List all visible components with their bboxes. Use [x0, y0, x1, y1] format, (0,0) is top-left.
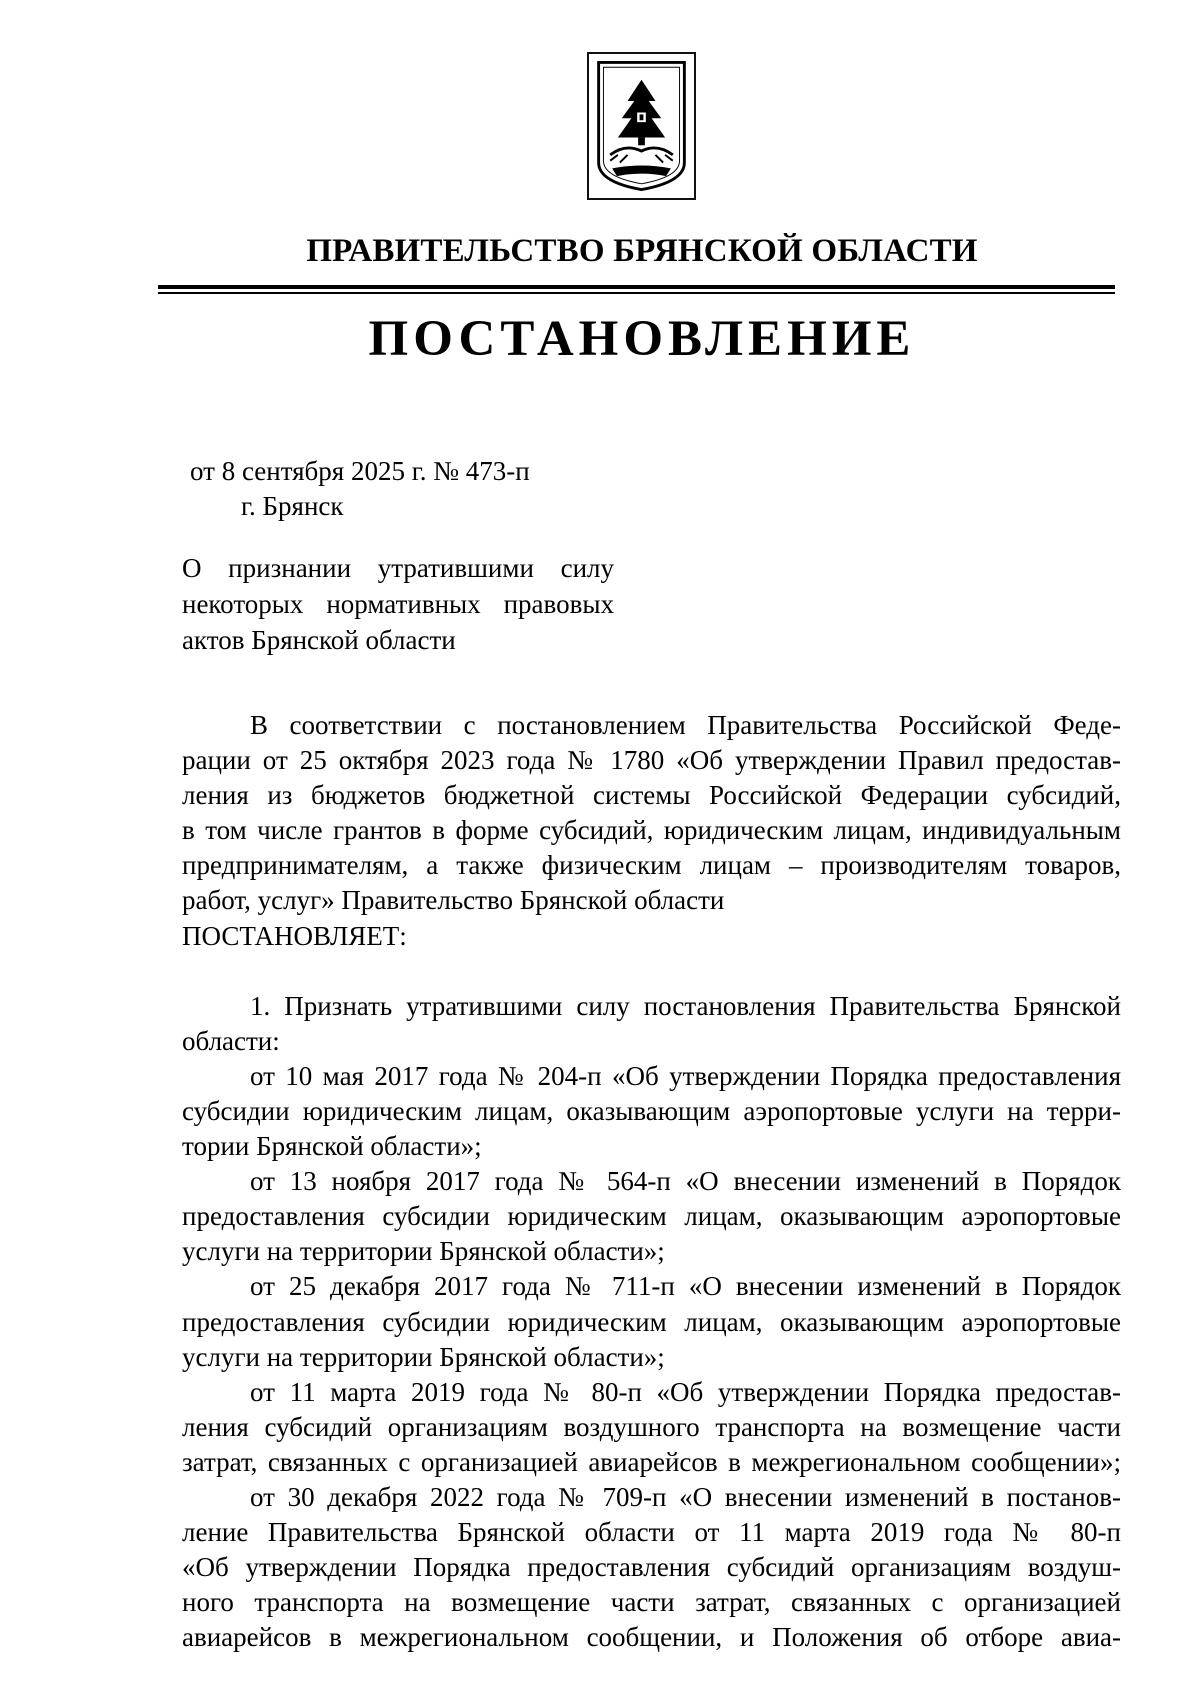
header-rule-thin	[158, 292, 1115, 294]
document-type-title: ПОСТАНОВЛЕНИЕ	[368, 311, 916, 367]
subject-line: О признании утратившими силу	[182, 553, 614, 583]
text-line: ного транспорта на возмещение части затрат, связанных с организацией	[182, 1587, 1121, 1618]
act-entry	[182, 1269, 1121, 1374]
subject-line: некоторых нормативных правовых	[182, 589, 614, 619]
resolves-word: ПОСТАНОВЛЯЕТ:	[182, 920, 407, 951]
text-line: в том числе грантов в форме субсидий, юридическим лицам, индивидуальным	[182, 815, 1121, 846]
organization-name: ПРАВИТЕЛЬСТВО БРЯНСКОЙ ОБЛАСТИ	[306, 233, 978, 269]
header-rule-thick	[158, 285, 1115, 289]
text-line: затрат, связанных с организацией авиарейсов в межрегиональном сообщении»;	[182, 1446, 1121, 1477]
text-line: от 30 декабря 2022 года № 709-п «О внесении изменений в постанов-	[250, 1481, 1121, 1512]
text-line: предпринимателям, а также физическим лицам – производителям товаров,	[182, 850, 1121, 881]
preamble-paragraph	[182, 708, 1121, 954]
text-line: от 11 марта 2019 года № 80-п «Об утверждении Порядка предостав-	[250, 1376, 1121, 1407]
subject-line: актов Брянской области	[182, 625, 456, 655]
text-line: В соответствии с постановлением Правительства Российской Феде-	[250, 710, 1121, 740]
text-line: рации от 25 октября 2023 года № 1780 «Об утверждении Правил предостав-	[182, 745, 1121, 776]
document-body	[182, 708, 1121, 1655]
text-line: субсидии юридическим лицам, оказывающим аэропортовые услуги на терри-	[182, 1095, 1121, 1126]
item-1-paragraph	[182, 989, 1121, 1059]
text-line: работ, услуг» Правительство Брянской области	[182, 885, 725, 916]
text-line: «Об утверждении Порядка предоставления субсидий организациям воздуш-	[182, 1552, 1121, 1583]
text-line: услуги на территории Брянской области»;	[182, 1236, 665, 1267]
act-entry	[182, 1375, 1121, 1480]
text-line: предоставления субсидии юридическим лицам, оказывающим аэропортовые	[182, 1306, 1121, 1337]
text-line: предоставления субсидии юридическим лицам, оказывающим аэропортовые	[182, 1201, 1121, 1232]
act-entry	[182, 1059, 1121, 1164]
text-line: ления субсидий организациям воздушного транспорта на возмещение части	[182, 1411, 1121, 1442]
text-line: от 25 декабря 2017 года № 711-п «О внесении изменений в Порядок	[250, 1271, 1121, 1302]
act-entry	[182, 1164, 1121, 1269]
text-line: авиарейсов в межрегиональном сообщении, и Положения об отборе авиа-	[182, 1622, 1121, 1653]
text-line: от 10 мая 2017 года № 204-п «Об утверждении Порядка предоставления	[250, 1060, 1121, 1091]
text-line: ления из бюджетов бюджетной системы Российской Федерации субсидий,	[182, 780, 1121, 811]
text-line: тории Брянской области»;	[182, 1131, 482, 1162]
document-subject	[182, 550, 614, 658]
text-line: 1. Признать утратившими силу постановления Правительства Брянской	[250, 990, 1121, 1021]
coat-of-arms-icon	[587, 52, 696, 200]
text-line: ление Правительства Брянской области от 11 марта 2019 года № 80-п	[182, 1517, 1121, 1548]
text-line: области:	[182, 1025, 280, 1056]
act-entry	[182, 1480, 1121, 1655]
text-line: от 13 ноября 2017 года № 564-п «О внесении изменений в Порядок	[250, 1166, 1121, 1197]
date-number: от 8 сентября 2025 г. № 473-п	[190, 456, 530, 486]
city: г. Брянск	[241, 491, 344, 521]
text-line: услуги на территории Брянской области»;	[182, 1341, 665, 1372]
